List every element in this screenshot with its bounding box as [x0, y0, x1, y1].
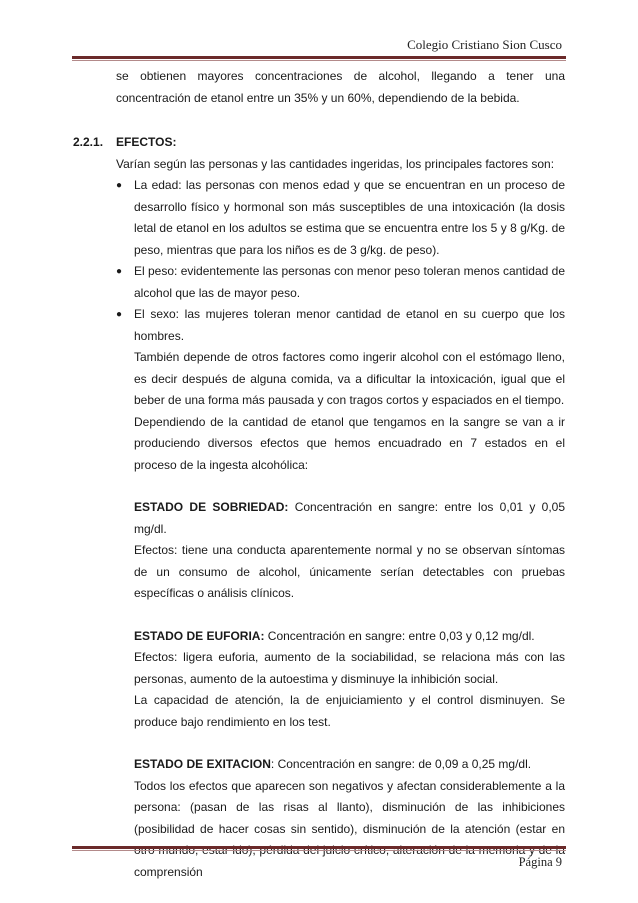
list-item	[116, 261, 565, 304]
state-paragraph: Efectos: ligera euforia, aumento de la sociabilidad, se relaciona más con las personas, aumento de la autoestima y disminuye la inhibición social.	[134, 650, 565, 686]
state-name: ESTADO DE EXITACION	[134, 757, 271, 771]
state-euforia-heading	[134, 626, 565, 648]
state-concentration: Concentración en sangre: entre 0,03 y 0,12 mg/dl.	[264, 628, 535, 643]
section-lead: Varían según las personas y las cantidades ingeridas, los principales factores son:	[116, 156, 555, 171]
state-paragraph: Efectos: tiene una conducta aparentemente normal y no se observan síntomas de un consumo de alcohol, únicamente serían detectables con pruebas específicas o análisis clínicos.	[134, 543, 565, 600]
bullet-text: El peso: evidentemente las personas con menor peso toleran menos cantidad de alcohol que las de mayor peso.	[134, 264, 565, 300]
bullet-text: El sexo: las mujeres toleran menor cantidad de etanol en su cuerpo que los hombres.	[134, 307, 565, 343]
state-concentration: : Concentración en sangre: de 0,09 a 0,25 mg/dl.	[270, 757, 532, 771]
state-paragraph: La capacidad de atención, la de enjuiciamiento y el control disminuyen. Se produce bajo rendimiento en los test.	[134, 693, 565, 729]
bullet-text: La edad: las personas con menos edad y que se encuentran en un proceso de desarrollo físico y hormonal son más susceptibles de una intoxicación (la dosis letal de etanol en los adultos se estima que se encuentra entre los 5 y 8 g/Kg. de peso, mientras que para los niños es de 3 g/kg. de peso).	[134, 178, 565, 257]
footer-rule	[72, 846, 566, 850]
intro-paragraph: se obtienen mayores concentraciones de alcohol, llegando a tener una concentración de etanol entre un 35% y un 60%, dependiendo de la bebida.	[116, 69, 565, 105]
list-item	[116, 175, 565, 261]
state-concentration: Concentración en sangre: entre los 0,01 y 0,05 mg/dl.	[134, 500, 566, 536]
state-sobriedad-heading	[134, 497, 565, 540]
section-number: 2.2.1.	[73, 135, 104, 149]
state-paragraph: Todos los efectos que aparecen son negativos y afectan considerablemente a la persona: (pasan de las risas al llanto), disminución de las inhibiciones (posibilidad de hacer cosas sin sentido), disminución de la atención (estar en comprensión	[134, 778, 565, 879]
bullet-icon: ●	[116, 180, 123, 191]
page-content	[73, 66, 565, 883]
page-number: Página 9	[518, 855, 562, 869]
factors-paragraph: También depende de otros factores como ingerir alcohol con el estómago lleno, es decir después de alguna comida, va a dificultar la intoxicación, igual que el beber de una forma más pausada y con tragos cortos y espaciados en el tiempo.	[134, 350, 565, 407]
bullet-icon: ●	[116, 309, 123, 320]
header-rule	[72, 56, 566, 60]
state-name: ESTADO DE SOBRIEDAD:	[134, 500, 289, 514]
states-intro-paragraph: Dependiendo de la cantidad de etanol que tengamos en la sangre se van a ir produciendo diversos efectos que hemos encuadrado en 7 estados en el proceso de la ingesta alcohólica:	[134, 414, 565, 472]
list-item	[116, 304, 565, 347]
bullet-icon: ●	[116, 266, 123, 277]
page-header: Colegio Cristiano Sion Cusco	[407, 37, 562, 52]
section-heading	[73, 132, 565, 154]
section-title: EFECTOS:	[116, 135, 177, 149]
state-name: ESTADO DE EUFORIA:	[134, 628, 265, 643]
state-exitacion-heading	[134, 754, 565, 776]
